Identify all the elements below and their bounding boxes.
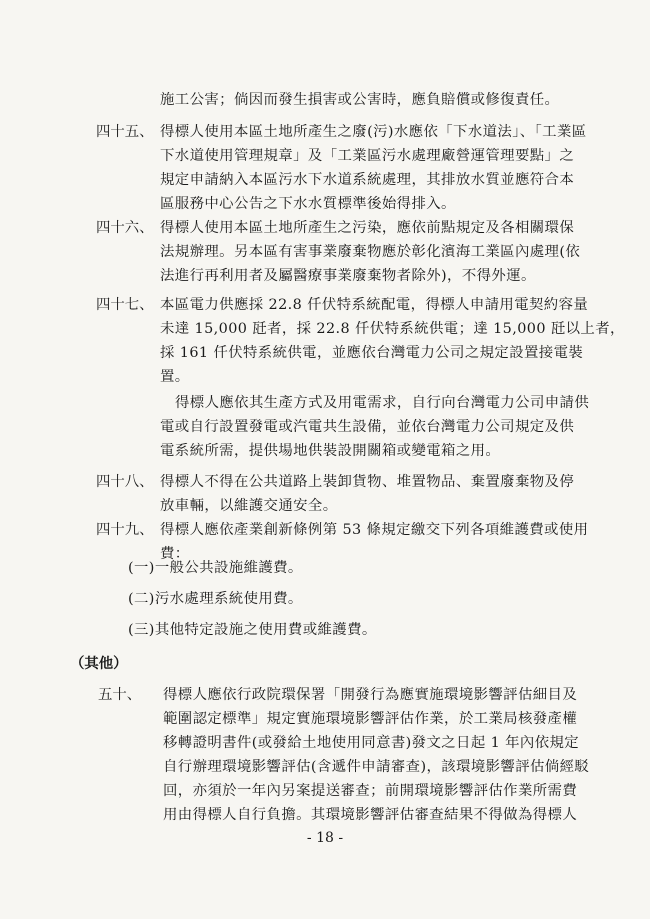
clause-49-body: 得標人應依產業創新條例第 53 條規定繳交下列各項維護費或使用 費： bbox=[160, 522, 589, 562]
continuation-text: 施工公害；倘因而發生損害或公害時，應負賠償或修復責任。 bbox=[160, 92, 560, 108]
clause-46-label: 四十六、 bbox=[96, 220, 154, 236]
clause-49-list bbox=[128, 556, 377, 649]
clause-47-paragraph-2: 得標人應依其生產方式及用電需求，自行向台灣電力公司申請供 電或自行設置發電或汽電共生設備，並依台灣電力公司規定及供 電系統所需，提供場地供裝設開關箱或變電箱之用。 bbox=[160, 395, 590, 459]
clause-49-label: 四十九、 bbox=[96, 522, 154, 538]
clause-50-label: 五十、 bbox=[98, 687, 142, 703]
list-item: (三)其他特定設施之使用費或維護費。 bbox=[128, 622, 377, 638]
section-heading: （其他） bbox=[70, 655, 128, 672]
clause-47-body: 本區電力供應採 22.8 仟伏特系統配電，得標人申請用電契約容量 未達 15,000 瓩者，採 22.8 仟伏特系統供電；達 15,000 瓩以上者， 採 161 仟伏特系統供電，並應依台灣電力公司之規定設置接電裝 置。 bbox=[160, 297, 625, 385]
clause-48-label: 四十八、 bbox=[96, 474, 154, 490]
list-item: (二)污水處理系統使用費。 bbox=[128, 591, 303, 607]
clause-46-body: 得標人使用本區土地所產生之污染，應依前點規定及各相關環保 法規辦理。另本區有害事業廢棄物應於彰化濱海工業區內處理(依 法進行再利用者及屬醫療事業廢棄物者除外)，不得外運。 bbox=[160, 220, 581, 284]
clause-50-body: 得標人應依行政院環保署「開發行為應實施環境影響評估細目及 範圍認定標準」規定實施環境影響評估作業，於工業局核發產權 移轉證明書件(或發給土地使用同意書)發文之日起 1 年內依規定 自行辦理環境影響評估(含遞件申請審查)，該環境影響評估倘經駁 回，亦須於一年內另案提送審查；前開環境影響評估作業所需費 用由得標人自行負擔。其環境影響評估審查結果不得做為得標人 bbox=[163, 687, 590, 823]
page-number: - 18 - bbox=[306, 830, 344, 846]
clause-48-body: 得標人不得在公共道路上裝卸貨物、堆置物品、棄置廢棄物及停 放車輛，以維護交通安全。 bbox=[160, 474, 575, 514]
clause-45-body: 得標人使用本區土地所產生之廢(污)水應依「下水道法」、「工業區 下水道使用管理規章」及「工業區污水處理廠營運管理要點」之 規定申請納入本區污水下水道系統處理，其排放水質並應符合本 區服務中心公告之下水水質標準後始得排入。 bbox=[160, 124, 587, 212]
clause-47-label: 四十七、 bbox=[96, 297, 154, 313]
clause-45-label: 四十五、 bbox=[96, 124, 154, 140]
list-item: (一)一般公共設施維護費。 bbox=[128, 560, 303, 576]
